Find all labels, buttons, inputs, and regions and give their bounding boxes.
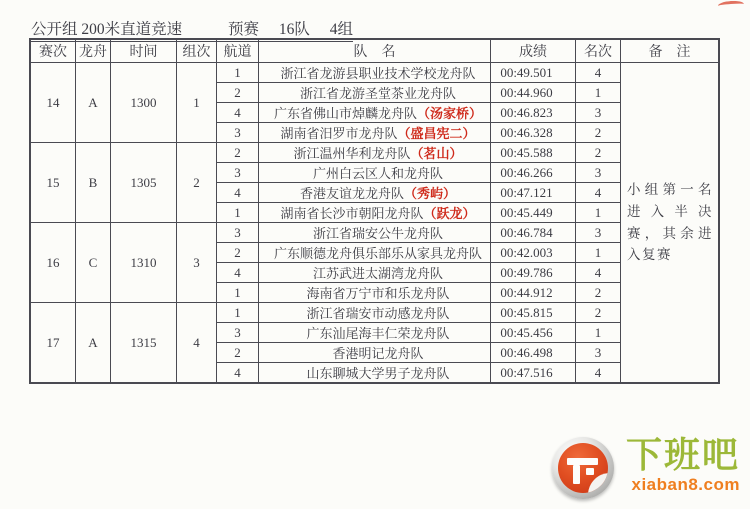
remark-cell [621, 63, 719, 383]
table-row [31, 303, 719, 323]
lane-number: 1 [217, 303, 259, 323]
result-time: 00:45.449 [491, 203, 576, 223]
table-row [31, 63, 719, 83]
result-time: 00:44.912 [491, 283, 576, 303]
team-name: 浙江温州华利龙舟队（茗山） [259, 143, 491, 163]
team-name: 湖南省长沙市朝阳龙舟队（跃龙） [259, 203, 491, 223]
watermark-site-name: 下班吧 [625, 434, 740, 475]
result-time: 00:46.823 [491, 103, 576, 123]
boat-letter: C [76, 223, 111, 303]
lane-number: 1 [217, 203, 259, 223]
results-table [30, 39, 719, 383]
header-row [31, 40, 719, 63]
team-annotation: （秀屿） [404, 186, 457, 201]
race-number: 16 [31, 223, 76, 303]
table-row [31, 223, 719, 243]
table-row [31, 143, 719, 163]
team-name: 海南省万宁市和乐龙舟队 [259, 283, 491, 303]
group-number: 3 [177, 223, 217, 303]
rank: 4 [576, 63, 621, 83]
col-header-race: 赛次 [31, 40, 76, 63]
start-time: 1305 [111, 143, 177, 223]
team-name: 浙江省龙游圣堂茶业龙舟队 [259, 83, 491, 103]
remark-text: 小组第一名进入半决赛，其余进入复赛 [627, 182, 713, 263]
team-name: 广东汕尾海丰仁荣龙舟队 [259, 323, 491, 343]
team-name: 湖南省汨罗市龙舟队（盛昌宪二） [259, 123, 491, 143]
rank: 2 [576, 303, 621, 323]
title-team-count: 16队 [278, 21, 310, 38]
xiaban8-watermark [552, 435, 740, 503]
result-time: 00:45.456 [491, 323, 576, 343]
xiaban8-logo-icon [552, 437, 614, 499]
col-header-team: 队 名 [259, 40, 491, 63]
result-time: 00:44.960 [491, 83, 576, 103]
col-header-result: 成绩 [491, 40, 576, 63]
boat-letter: A [76, 63, 111, 143]
red-scan-mark [718, 0, 744, 10]
watermark-site-domain: xiaban8.com [631, 475, 740, 494]
team-name: 山东聊城大学男子龙舟队 [259, 363, 491, 383]
boat-letter: B [76, 143, 111, 223]
result-time: 00:42.003 [491, 243, 576, 263]
team-name: 广东省佛山市焯麟龙舟队（汤家桥） [259, 103, 491, 123]
title-group-count: 4组 [329, 21, 354, 38]
rank: 4 [576, 183, 621, 203]
lane-number: 1 [217, 283, 259, 303]
result-time: 00:46.266 [491, 163, 576, 183]
col-header-remark: 备 注 [621, 40, 719, 63]
lane-number: 2 [217, 83, 259, 103]
start-time: 1310 [111, 223, 177, 303]
team-name: 浙江省瑞安市动感龙舟队 [259, 303, 491, 323]
start-time: 1300 [111, 63, 177, 143]
title-stage: 预赛 [228, 21, 260, 38]
rank: 1 [576, 323, 621, 343]
group-number: 1 [177, 63, 217, 143]
lane-number: 4 [217, 363, 259, 383]
result-time: 00:47.121 [491, 183, 576, 203]
result-time: 00:46.328 [491, 123, 576, 143]
race-number: 14 [31, 63, 76, 143]
rank: 1 [576, 83, 621, 103]
lane-number: 3 [217, 223, 259, 243]
rank: 2 [576, 143, 621, 163]
team-name: 广州白云区人和龙舟队 [259, 163, 491, 183]
rank: 2 [576, 283, 621, 303]
team-annotation: （跃龙） [423, 206, 476, 221]
lane-number: 1 [217, 63, 259, 83]
title-event: 公开组 200米直道竞速 [31, 21, 183, 38]
col-header-boat: 龙舟 [76, 40, 111, 63]
result-time: 00:45.588 [491, 143, 576, 163]
rank: 2 [576, 123, 621, 143]
rank: 3 [576, 223, 621, 243]
result-time: 00:46.498 [491, 343, 576, 363]
team-annotation: （茗山） [410, 146, 463, 161]
rank: 3 [576, 103, 621, 123]
start-time: 1315 [111, 303, 177, 383]
col-header-group: 组次 [177, 40, 217, 63]
result-time: 00:46.784 [491, 223, 576, 243]
team-name: 浙江省龙游县职业技术学校龙舟队 [259, 63, 491, 83]
col-header-rank: 名次 [576, 40, 621, 63]
team-annotation: （盛昌宪二） [397, 126, 476, 141]
page-curl-shape [588, 473, 608, 493]
result-time: 00:47.516 [491, 363, 576, 383]
team-name: 香港友谊龙龙舟队（秀屿） [259, 183, 491, 203]
lane-number: 3 [217, 323, 259, 343]
rank: 1 [576, 243, 621, 263]
race-number: 15 [31, 143, 76, 223]
lane-number: 2 [217, 243, 259, 263]
race-number: 17 [31, 303, 76, 383]
lane-number: 4 [217, 103, 259, 123]
lane-number: 3 [217, 163, 259, 183]
group-number: 2 [177, 143, 217, 223]
lane-number: 2 [217, 143, 259, 163]
result-time: 00:49.786 [491, 263, 576, 283]
rank: 3 [576, 343, 621, 363]
rank: 3 [576, 163, 621, 183]
team-name: 广东顺德龙舟俱乐部乐从家具龙舟队 [259, 243, 491, 263]
rank: 1 [576, 203, 621, 223]
team-name: 香港明记龙舟队 [259, 343, 491, 363]
team-annotation: （汤家桥） [417, 106, 483, 121]
col-header-lane: 航道 [217, 40, 259, 63]
result-time: 00:49.501 [491, 63, 576, 83]
rank: 4 [576, 363, 621, 383]
lane-number: 4 [217, 263, 259, 283]
lane-number: 3 [217, 123, 259, 143]
col-header-time: 时间 [111, 40, 177, 63]
group-number: 4 [177, 303, 217, 383]
team-name: 浙江省瑞安公牛龙舟队 [259, 223, 491, 243]
rank: 4 [576, 263, 621, 283]
result-time: 00:45.815 [491, 303, 576, 323]
team-name: 江苏武进太湖湾龙舟队 [259, 263, 491, 283]
lane-number: 2 [217, 343, 259, 363]
boat-letter: A [76, 303, 111, 383]
lane-number: 4 [217, 183, 259, 203]
